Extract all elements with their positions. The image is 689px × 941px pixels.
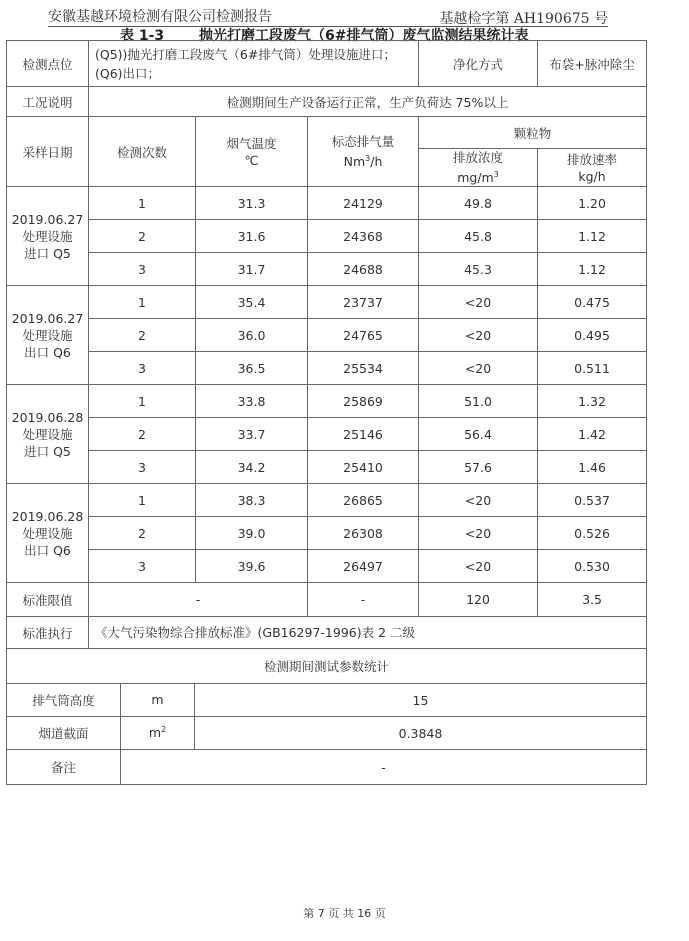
cell-conc: 45.3 [419, 253, 538, 286]
cell-flow: 26865 [308, 484, 419, 517]
cell-count: 2 [89, 220, 196, 253]
cell-count: 1 [89, 484, 196, 517]
col-temp-unit: ℃ [244, 152, 259, 168]
limits-flow: - [308, 583, 419, 617]
company-name: 安徽基越环境检测有限公司检测报告 [48, 9, 272, 25]
col-rate-label: 排放速率 [567, 151, 618, 167]
cell-count: 3 [89, 352, 196, 385]
params-title-row [7, 649, 647, 684]
col-rate-unit: kg/h [578, 168, 606, 184]
param-unit: m [121, 684, 195, 717]
cell-flow: 23737 [308, 286, 419, 319]
table-row [7, 286, 647, 319]
cell-count: 3 [89, 253, 196, 286]
params-title: 检测期间测试参数统计 [7, 649, 647, 684]
remark-value: - [121, 750, 647, 785]
col-count: 检测次数 [89, 117, 196, 187]
remark-row [7, 750, 647, 785]
cell-temp: 31.7 [196, 253, 308, 286]
col-flow-unit: Nm$^3$/h [343, 154, 383, 170]
col-flow [308, 117, 419, 187]
cell-conc: <20 [419, 484, 538, 517]
info-row-condition [7, 87, 647, 117]
table-row [7, 517, 647, 550]
cell-rate: 0.511 [538, 352, 647, 385]
param-unit: $m^2$ [121, 717, 195, 750]
purify-label: 净化方式 [419, 41, 538, 87]
cell-temp: 38.3 [196, 484, 308, 517]
param-value: 0.3848 [195, 717, 647, 750]
table-title: 抛光打磨工段废气（6#排气筒）废气监测结果统计表 [199, 28, 529, 44]
col-temp [196, 117, 308, 187]
table-row [7, 484, 647, 517]
cell-count: 1 [89, 385, 196, 418]
cell-temp: 31.6 [196, 220, 308, 253]
table-row [7, 187, 647, 220]
group-label: 2019.06.27 处理设施 进口 Q5 [7, 187, 89, 286]
page-footer: 第 7 页 共 16 页 [303, 907, 386, 920]
cell-count: 3 [89, 550, 196, 583]
point-label: 检测点位 [7, 41, 89, 87]
cell-count: 1 [89, 286, 196, 319]
standard-row [7, 617, 647, 649]
cell-conc: <20 [419, 319, 538, 352]
group-label: 2019.06.28 处理设施 出口 Q6 [7, 484, 89, 583]
table-row [7, 220, 647, 253]
limits-row [7, 583, 647, 617]
cell-temp: 35.4 [196, 286, 308, 319]
info-row-point [7, 41, 647, 87]
cell-rate: 1.12 [538, 253, 647, 286]
col-conc [419, 149, 538, 187]
cell-rate: 1.46 [538, 451, 647, 484]
cell-count: 2 [89, 319, 196, 352]
cell-rate: 1.12 [538, 220, 647, 253]
col-rate [538, 149, 647, 187]
col-temp-label: 烟气温度 [226, 135, 277, 151]
param-label: 排气筒高度 [7, 684, 121, 717]
cell-conc: 57.6 [419, 451, 538, 484]
table-row [7, 418, 647, 451]
cell-rate: 0.495 [538, 319, 647, 352]
cell-conc: <20 [419, 352, 538, 385]
limits-rate: 3.5 [538, 583, 647, 617]
cell-flow: 25534 [308, 352, 419, 385]
cell-conc: <20 [419, 286, 538, 319]
column-header-row-1 [7, 117, 647, 149]
cell-flow: 24368 [308, 220, 419, 253]
limits-conc: 120 [419, 583, 538, 617]
cell-flow: 26308 [308, 517, 419, 550]
cell-flow: 24688 [308, 253, 419, 286]
cell-count: 2 [89, 517, 196, 550]
report-header [48, 4, 608, 27]
cell-conc: 45.8 [419, 220, 538, 253]
param-row [7, 717, 647, 750]
cell-temp: 39.6 [196, 550, 308, 583]
param-value: 15 [195, 684, 647, 717]
point-line-2: (Q6)出口； [95, 65, 161, 81]
cell-rate: 0.537 [538, 484, 647, 517]
cell-temp: 36.0 [196, 319, 308, 352]
limits-label: 标准限值 [7, 583, 89, 617]
condition-value: 检测期间生产设备运行正常，生产负荷达 75%以上 [89, 87, 647, 117]
cell-temp: 33.7 [196, 418, 308, 451]
cell-conc: <20 [419, 517, 538, 550]
cell-rate: 1.42 [538, 418, 647, 451]
results-table [6, 40, 647, 684]
report-number: 基越检字第 AH190675 号 [439, 11, 608, 27]
table-row [7, 451, 647, 484]
col-date: 采样日期 [7, 117, 89, 187]
table-row [7, 319, 647, 352]
group-label: 2019.06.27 处理设施 出口 Q6 [7, 286, 89, 385]
params-table [6, 683, 647, 785]
param-label: 烟道截面 [7, 717, 121, 750]
cell-count: 3 [89, 451, 196, 484]
cell-flow: 26497 [308, 550, 419, 583]
col-conc-label: 排放浓度 [453, 150, 504, 165]
table-number: 表 1-3 [120, 28, 165, 44]
table-row [7, 352, 647, 385]
cell-temp: 36.5 [196, 352, 308, 385]
group-label: 2019.06.28 处理设施 进口 Q5 [7, 385, 89, 484]
cell-conc: 56.4 [419, 418, 538, 451]
cell-temp: 39.0 [196, 517, 308, 550]
limits-temp: - [89, 583, 308, 617]
col-flow-label: 标态排气量 [331, 134, 395, 149]
standard-label: 标准执行 [7, 617, 89, 649]
condition-label: 工况说明 [7, 87, 89, 117]
table-row [7, 550, 647, 583]
col-conc-unit: $mg/m^3$ [457, 170, 499, 186]
remark-label: 备注 [7, 750, 121, 785]
table-row [7, 253, 647, 286]
cell-conc: 49.8 [419, 187, 538, 220]
purify-value: 布袋+脉冲除尘 [538, 41, 647, 87]
cell-conc: 51.0 [419, 385, 538, 418]
cell-temp: 34.2 [196, 451, 308, 484]
cell-rate: 0.530 [538, 550, 647, 583]
cell-rate: 0.475 [538, 286, 647, 319]
cell-rate: 1.20 [538, 187, 647, 220]
cell-temp: 33.8 [196, 385, 308, 418]
param-row [7, 684, 647, 717]
cell-flow: 25410 [308, 451, 419, 484]
cell-flow: 24765 [308, 319, 419, 352]
cell-rate: 1.32 [538, 385, 647, 418]
cell-flow: 25146 [308, 418, 419, 451]
cell-count: 1 [89, 187, 196, 220]
cell-temp: 31.3 [196, 187, 308, 220]
col-particulate: 颗粒物 [419, 117, 647, 149]
standard-value: 《大气污染物综合排放标准》(GB16297-1996)表 2 二级 [89, 617, 647, 649]
cell-conc: <20 [419, 550, 538, 583]
point-value [89, 41, 419, 87]
cell-flow: 24129 [308, 187, 419, 220]
cell-count: 2 [89, 418, 196, 451]
point-line-1: (Q5))抛光打磨工段废气（6#排气筒）处理设施进口； [95, 46, 396, 62]
cell-rate: 0.526 [538, 517, 647, 550]
table-row [7, 385, 647, 418]
cell-flow: 25869 [308, 385, 419, 418]
